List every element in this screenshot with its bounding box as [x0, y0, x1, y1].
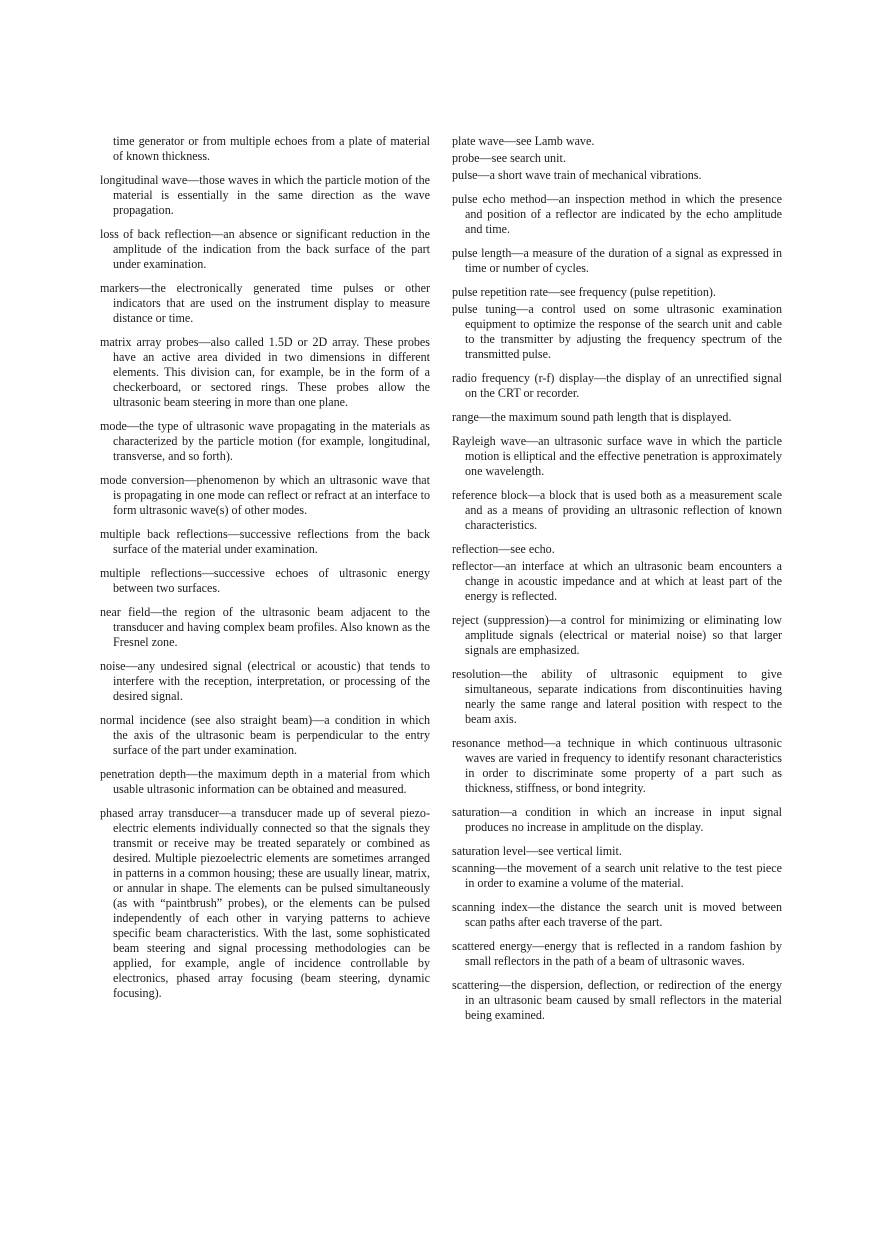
glossary-entry: range—the maximum sound path length that is displayed. [452, 410, 732, 424]
glossary-entry: resonance method—a technique in which continuous ultrasonic waves are varied in frequency to identify resonant characteristics in order to discriminate some property of a part such as thickness, stiffness, or bond integrity. [452, 736, 782, 795]
glossary-entry: penetration depth—the maximum depth in a material from which usable ultrasonic information can be obtained and measured. [100, 767, 430, 796]
glossary-entry: scanning index—the distance the search unit is moved between scan paths after each traverse of the part. [452, 900, 782, 929]
glossary-entry: saturation level—see vertical limit. [452, 844, 622, 858]
glossary-entry: radio frequency (r-f) display—the display of an unrectified signal on the CRT or recorder. [452, 371, 782, 400]
glossary-entry: normal incidence (see also straight beam)—a condition in which the axis of the ultrasonic beam is perpendicular to the entry surface of the part under examination. [100, 713, 430, 757]
glossary-entry: near field—the region of the ultrasonic beam adjacent to the transducer and having complex beam profiles. Also known as the Fresnel zone. [100, 605, 430, 649]
glossary-entry: pulse echo method—an inspection method in which the presence and position of a reflector are indicated by the echo amplitude and time. [452, 192, 782, 236]
glossary-entry: Rayleigh wave—an ultrasonic surface wave in which the particle motion is elliptical and the effective penetration is approximately one wavelength. [452, 434, 782, 478]
glossary-entry: scattering—the dispersion, deflection, or redirection of the energy in an ultrasonic beam caused by small reflectors in the material being examined. [452, 978, 782, 1022]
glossary-entry: mode conversion—phenomenon by which an ultrasonic wave that is propagating in one mode can reflect or refract at an interface to form ultrasonic wave(s) of other modes. [100, 473, 430, 517]
glossary-entry: loss of back reflection—an absence or significant reduction in the amplitude of the indication from the back surface of the part under examination. [100, 227, 430, 271]
glossary-entry: plate wave—see Lamb wave. [452, 134, 595, 148]
glossary-entry: pulse repetition rate—see frequency (pulse repetition). [452, 285, 716, 299]
glossary-entry: longitudinal wave—those waves in which the particle motion of the material is essentially in the same direction as the wave propagation. [100, 173, 430, 217]
glossary-entry: probe—see search unit. [452, 151, 566, 165]
glossary-entry: multiple back reflections—successive reflections from the back surface of the material under examination. [100, 527, 430, 556]
glossary-entry: pulse—a short wave train of mechanical vibrations. [452, 168, 702, 182]
glossary-entry: reject (suppression)—a control for minimizing or eliminating low amplitude signals (electrical or material noise) so that larger signals are emphasized. [452, 613, 782, 657]
glossary-entry: reflection—see echo. [452, 542, 555, 556]
glossary-entry: scattered energy—energy that is reflected in a random fashion by small reflectors in the path of a beam of ultrasonic waves. [452, 939, 782, 968]
right-column [452, 134, 782, 1032]
glossary-entry: pulse length—a measure of the duration of a signal as expressed in time or number of cycles. [452, 246, 782, 275]
glossary-entry: mode—the type of ultrasonic wave propagating in the materials as characterized by the particle motion (for example, longitudinal, transverse, and so forth). [100, 419, 430, 463]
glossary-entry: multiple reflections—successive echoes of ultrasonic energy between two surfaces. [100, 566, 430, 595]
glossary-entry: pulse tuning—a control used on some ultrasonic examination equipment to optimize the response of the search unit and cable to the transmitter by adjusting the frequency spectrum of the transmitted pulse. [452, 302, 782, 361]
glossary-entry: reference block—a block that is used both as a measurement scale and as a means of providing an ultrasonic reflection of known characteristics. [452, 488, 782, 532]
glossary-entry: scanning—the movement of a search unit relative to the test piece in order to examine a volume of the material. [452, 861, 782, 890]
glossary-entry: reflector—an interface at which an ultrasonic beam encounters a change in acoustic impedance and at which at least part of the energy is reflected. [452, 559, 782, 603]
glossary-entry: noise—any undesired signal (electrical or acoustic) that tends to interfere with the reception, interpretation, or processing of the desired signal. [100, 659, 430, 703]
glossary-entry: phased array transducer—a transducer made up of several piezo-electric elements individually connected so that the signals they transmit or receive may be treated separately or combined as desired. Multiple piezoelectric elements are sometimes arranged in patterns in a common housing; these are usually linear, matrix, or annular in shape. The elements can be pulsed simultaneously (as with “paintbrush” probes), or the elements can be pulsed independently of each other in varying patterns to achieve specific beam characteristics. With the last, some sophisticated beam steering and signal processing methodologies can be applied, for example, angle of incidence controllable by electronics, phased array focusing (beam steering, dynamic focusing). [100, 806, 430, 1000]
left-column [100, 134, 430, 1010]
glossary-entry: resolution—the ability of ultrasonic equipment to give simultaneous, separate indications from discontinuities having nearly the same range and lateral position with respect to the beam axis. [452, 667, 782, 726]
glossary-entry: markers—the electronically generated time pulses or other indicators that are used on the instrument display to measure distance or time. [100, 281, 430, 325]
glossary-entry: matrix array probes—also called 1.5D or 2D array. These probes have an active area divided in two dimensions in different elements. This division can, for example, be in the form of a checkerboard, or sectored rings. These probes allow the ultrasonic beam steering in more than one plane. [100, 335, 430, 409]
glossary-entry: time generator or from multiple echoes from a plate of material of known thickness. [113, 134, 430, 163]
glossary-entry: saturation—a condition in which an increase in input signal produces no increase in amplitude on the display. [452, 805, 782, 834]
